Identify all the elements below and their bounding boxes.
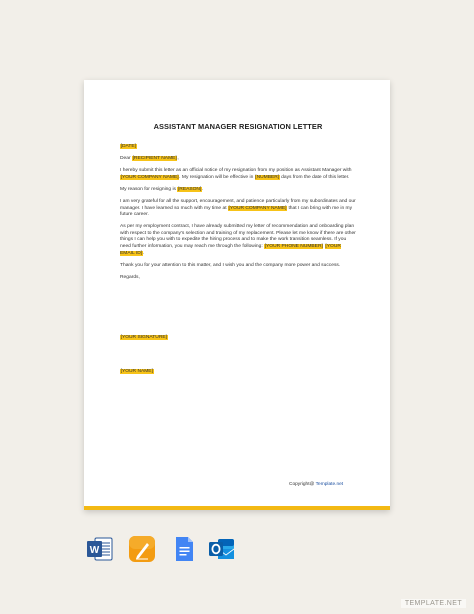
salutation <box>120 156 356 163</box>
p1-text-a: I hereby submit this letter as an official notice of my resignation from my position as Assistant Manager with <box>120 168 352 174</box>
paragraph-2 <box>120 187 356 194</box>
bottom-accent-bar <box>84 506 390 510</box>
date-placeholder: [DATE] <box>120 144 136 149</box>
salutation-text: Dear <box>120 156 132 162</box>
paragraph-3 <box>120 199 356 219</box>
p2-text-b: . <box>201 186 204 192</box>
copyright-label: Copyright@ <box>289 482 315 487</box>
paragraph-5: Thank you for your attention to this matter, and I wish you and the company more power and success. <box>120 262 341 268</box>
signature-placeholder: [YOUR SIGNATURE] <box>120 335 167 340</box>
company-placeholder-2: [YOUR COMPANY NAME] <box>228 205 287 211</box>
name-line <box>120 369 154 374</box>
recipient-placeholder: [RECIPIENT NAME] <box>132 156 177 162</box>
salutation-comma: , <box>177 156 179 162</box>
name-placeholder: [YOUR NAME] <box>120 369 153 374</box>
p3-text-b: that I can bring with me in my future career. <box>120 205 353 218</box>
email-placeholder: [YOUR EMAIL ID] <box>120 244 341 256</box>
paragraph-1 <box>120 168 356 181</box>
p3-text-a: I am very grateful for all the support, encouragement, and patience particularly from my subordinates and our manager. I have learned so much with my time at <box>120 198 356 211</box>
number-placeholder: [NUMBER] <box>255 174 280 180</box>
svg-text:W: W <box>89 545 100 556</box>
watermark: TEMPLATE.NET <box>401 599 466 608</box>
outlook-icon[interactable] <box>208 535 236 563</box>
pages-icon[interactable] <box>128 535 156 563</box>
app-icons-row <box>86 535 326 565</box>
phone-placeholder: [YOUR PHONE NUMBER] <box>264 244 323 250</box>
closing: Regards, <box>120 274 140 280</box>
signature-line <box>120 335 168 340</box>
copyright-notice <box>289 482 343 487</box>
document-page <box>84 80 390 510</box>
word-icon[interactable] <box>86 535 114 563</box>
reason-placeholder: [REASON] <box>177 186 202 192</box>
date-line <box>120 144 356 151</box>
letter-title: ASSISTANT MANAGER RESIGNATION LETTER <box>153 122 323 131</box>
p4-end: . <box>142 250 145 256</box>
p4-text: As per my employment contract, I have already submitted my letter of recommendation and onboarding plan with respect to the company's selection and training of my replacement. Please let me know if there are other things I can help you with to expedite the hiring process and to make the work transition seamless. If you need further information, you may reach me through the following: <box>120 224 356 250</box>
company-placeholder: [YOUR COMPANY NAME] <box>120 174 179 180</box>
google-docs-icon[interactable] <box>170 535 198 563</box>
copyright-brand: Template.net <box>315 482 344 487</box>
paragraph-4 <box>120 224 356 257</box>
p1-text-c: days from the date of this letter. <box>279 174 350 180</box>
p2-text-a: My reason for resigning is <box>120 186 178 192</box>
p1-text-b: . My resignation will be effective in <box>179 174 255 180</box>
letter-body <box>120 122 356 287</box>
